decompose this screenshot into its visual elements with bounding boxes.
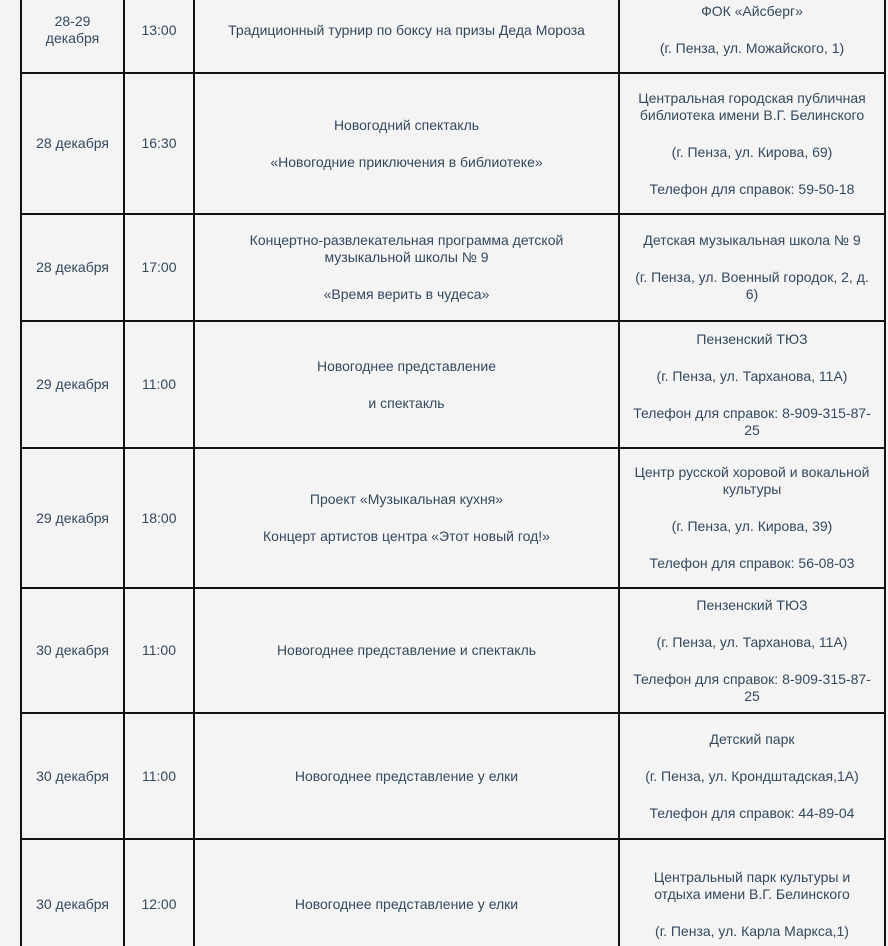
event-text: Новогоднее представление у елки bbox=[294, 895, 519, 912]
event-text: Проект «Музыкальная кухня» bbox=[309, 491, 504, 507]
time-cell bbox=[124, 839, 194, 946]
date-cell bbox=[21, 588, 124, 713]
location-text: Центр русской хоровой и вокальной культуры bbox=[634, 464, 870, 497]
event-text: «Новогодние приключения в библиотеке» bbox=[270, 153, 543, 170]
events-schedule-table bbox=[20, 0, 886, 946]
date-cell bbox=[21, 214, 124, 321]
date-text: 29 декабря bbox=[36, 376, 109, 392]
date-cell bbox=[21, 448, 124, 588]
event-cell bbox=[194, 321, 619, 448]
location-cell bbox=[619, 321, 885, 448]
table-row bbox=[21, 588, 885, 713]
location-text: Телефон для справок: 56-08-03 bbox=[649, 555, 855, 571]
location-text: Телефон для справок: 8-909-315-87-25 bbox=[633, 670, 871, 704]
location-text: (г. Пенза, ул. Кирова, 39) bbox=[671, 518, 833, 534]
date-text: 28 декабря bbox=[36, 259, 109, 275]
time-cell bbox=[124, 713, 194, 839]
event-text: Новогодний спектакль bbox=[333, 116, 480, 133]
date-cell bbox=[21, 713, 124, 839]
time-text: 11:00 bbox=[142, 376, 176, 392]
table-row bbox=[21, 73, 885, 214]
time-text: 17:00 bbox=[141, 259, 177, 275]
event-text: и спектакль bbox=[368, 394, 445, 411]
event-text: Новогоднее представление и спектакль bbox=[276, 642, 537, 658]
event-text: Концертно-развлекательная программа детской музыкальной школы № 9 bbox=[249, 232, 564, 265]
location-text: Детский парк bbox=[709, 730, 795, 747]
event-text: Новогоднее представление у елки bbox=[294, 767, 519, 784]
time-cell bbox=[124, 448, 194, 588]
date-cell bbox=[21, 321, 124, 448]
table-row bbox=[21, 321, 885, 448]
table-row bbox=[21, 214, 885, 321]
location-text: (г. Пенза, ул. Военный городок, 2, д. 6) bbox=[635, 269, 869, 302]
event-cell bbox=[194, 839, 619, 946]
location-text: Пензенский ТЮЗ bbox=[696, 596, 808, 613]
location-text: (г. Пенза, ул. Можайского, 1) bbox=[659, 40, 845, 56]
time-text: 11:00 bbox=[142, 767, 176, 784]
location-cell bbox=[619, 448, 885, 588]
location-text: (г. Пенза, ул. Кирова, 69) bbox=[671, 143, 833, 160]
time-cell bbox=[124, 214, 194, 321]
location-text: Телефон для справок: 44-89-04 bbox=[649, 804, 855, 821]
location-text: (г. Пенза, ул. Крондштадская,1А) bbox=[645, 767, 859, 784]
event-cell bbox=[194, 713, 619, 839]
event-text: Новогоднее представление bbox=[316, 357, 497, 374]
event-cell bbox=[194, 73, 619, 214]
event-text: Концерт артистов центра «Этот новый год!» bbox=[263, 528, 550, 544]
date-text: 28-29 декабря bbox=[45, 13, 100, 46]
location-text: (г. Пенза, ул. Тарханова, 11А) bbox=[656, 633, 848, 650]
time-text: 16:30 bbox=[141, 135, 177, 151]
events-table-body bbox=[21, 0, 885, 946]
location-cell bbox=[619, 0, 885, 73]
time-cell bbox=[124, 0, 194, 73]
table-row bbox=[21, 713, 885, 839]
location-text: Центральный парк культуры и отдыха имени В.Г. Белинского bbox=[653, 868, 851, 902]
time-cell bbox=[124, 321, 194, 448]
location-cell bbox=[619, 588, 885, 713]
date-text: 29 декабря bbox=[36, 509, 109, 526]
location-cell bbox=[619, 839, 885, 946]
location-text: Телефон для справок: 59-50-18 bbox=[649, 180, 855, 197]
table-row bbox=[21, 448, 885, 588]
time-text: 13:00 bbox=[141, 21, 177, 38]
time-cell bbox=[124, 73, 194, 214]
date-text: 30 декабря bbox=[36, 642, 109, 658]
time-text: 11:00 bbox=[142, 642, 176, 658]
date-cell bbox=[21, 839, 124, 946]
date-cell bbox=[21, 73, 124, 214]
location-cell bbox=[619, 214, 885, 321]
location-text: ФОК «Айсберг» bbox=[701, 3, 803, 19]
event-cell bbox=[194, 0, 619, 73]
location-cell bbox=[619, 73, 885, 214]
date-text: 30 декабря bbox=[36, 895, 109, 912]
event-cell bbox=[194, 588, 619, 713]
event-text: «Время верить в чудеса» bbox=[323, 286, 490, 302]
table-row bbox=[21, 839, 885, 946]
time-text: 12:00 bbox=[141, 895, 177, 912]
location-text: Детская музыкальная школа № 9 bbox=[643, 232, 861, 248]
location-text: Пензенский ТЮЗ bbox=[696, 330, 808, 347]
table-row bbox=[21, 0, 885, 73]
location-text: Центральная городская публичная библиотека имени В.Г. Белинского bbox=[638, 89, 866, 123]
date-cell bbox=[21, 0, 124, 73]
time-cell bbox=[124, 588, 194, 713]
location-text: (г. Пенза, ул. Карла Маркса,1) bbox=[655, 922, 849, 939]
event-cell bbox=[194, 214, 619, 321]
event-cell bbox=[194, 448, 619, 588]
date-text: 30 декабря bbox=[36, 767, 109, 784]
date-text: 28 декабря bbox=[36, 135, 109, 151]
location-cell bbox=[619, 713, 885, 839]
time-text: 18:00 bbox=[141, 509, 177, 526]
location-text: Телефон для справок: 8-909-315-87-25 bbox=[633, 404, 871, 438]
event-text: Традиционный турнир по боксу на призы Деда Мороза bbox=[228, 21, 585, 38]
location-text: (г. Пенза, ул. Тарханова, 11А) bbox=[656, 367, 848, 384]
